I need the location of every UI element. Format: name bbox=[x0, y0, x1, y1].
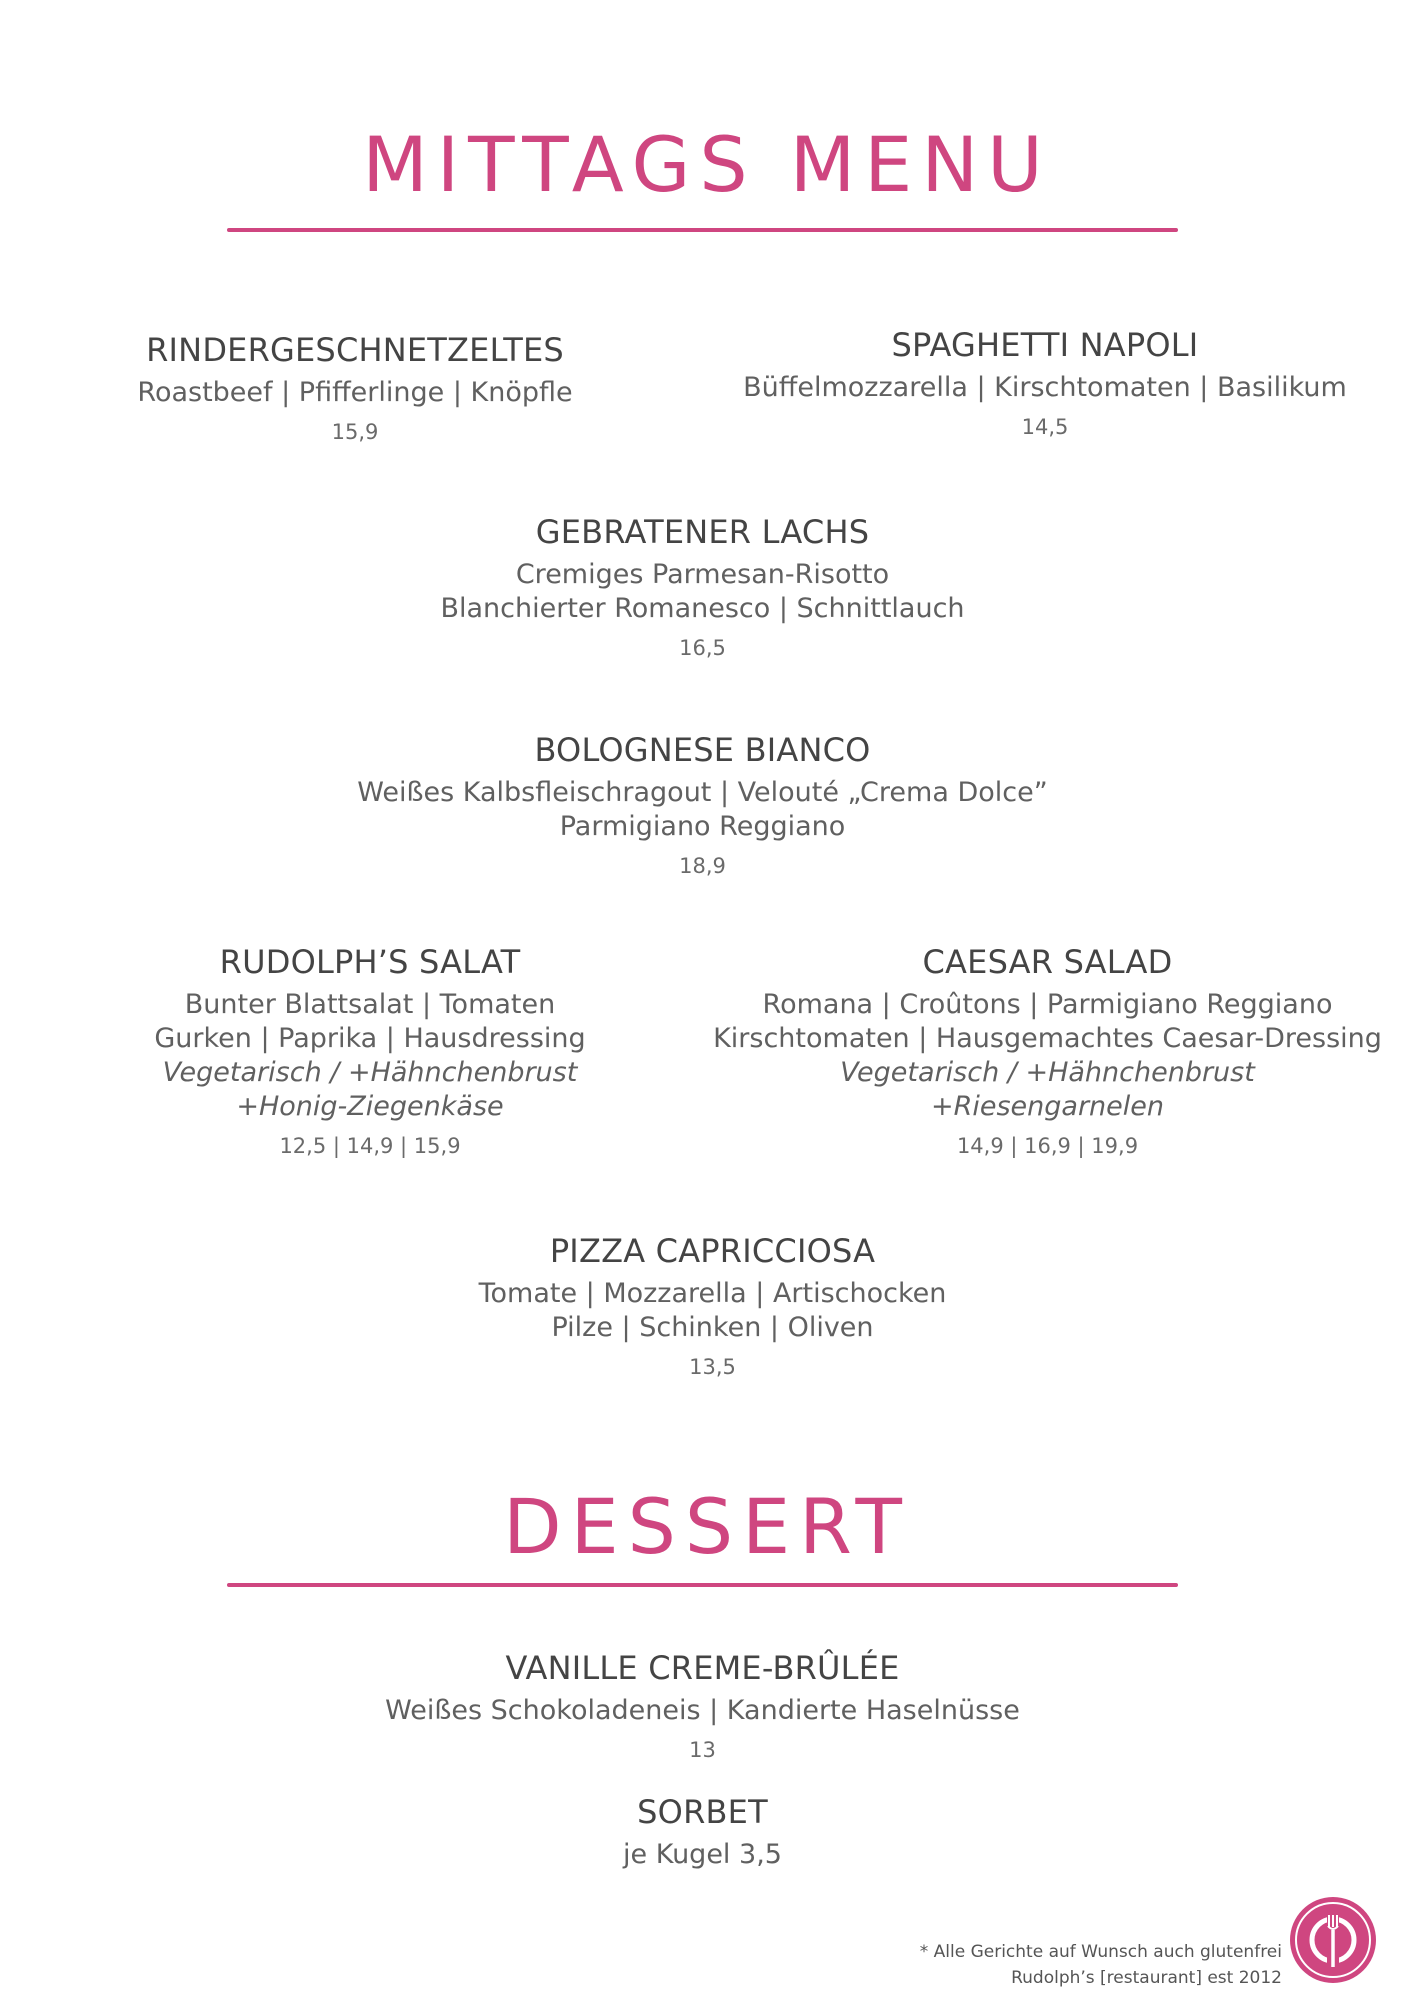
dish-name: CAESAR SALAD bbox=[922, 943, 1173, 981]
dish-description-line-2: Pilze | Schinken | Oliven bbox=[551, 1312, 874, 1343]
dish-name: GEBRATENER LACHS bbox=[535, 513, 870, 551]
lunch-title-divider bbox=[227, 228, 1178, 232]
dish-option-line-2: +Riesengarnelen bbox=[930, 1091, 1165, 1122]
dish-description-line-1: Bunter Blattsalat | Tomaten bbox=[184, 989, 556, 1020]
dish-price: 18,9 bbox=[679, 854, 726, 878]
dish-option-line-2: +Honig-Ziegenkäse bbox=[236, 1091, 504, 1122]
dish-description: je Kugel 3,5 bbox=[623, 1839, 782, 1870]
dish-price: 14,5 bbox=[1021, 415, 1069, 439]
dish-price: 15,9 bbox=[331, 420, 379, 444]
dish-caesar-salad bbox=[690, 942, 1405, 1160]
dish-name: SORBET bbox=[637, 1793, 768, 1831]
dish-bolognese-bianco bbox=[300, 730, 1105, 880]
dish-sorbet bbox=[300, 1792, 1105, 1872]
dish-description-line-1: Romana | Croûtons | Parmigiano Reggiano bbox=[762, 989, 1333, 1020]
dish-description: Büffelmozzarella | Kirschtomaten | Basilikum bbox=[743, 372, 1347, 403]
dish-option-line-1: Vegetarisch / +Hähnchenbrust bbox=[162, 1057, 578, 1088]
dish-price: 16,5 bbox=[679, 636, 726, 660]
dish-description-line-2: Kirschtomaten | Hausgemachtes Caesar-Dressing bbox=[713, 1023, 1382, 1054]
dish-description: Roastbeef | Pfifferlinge | Knöpfle bbox=[137, 377, 573, 408]
dish-description-line-1: Tomate | Mozzarella | Artischocken bbox=[478, 1278, 947, 1309]
fork-knife-plate-icon bbox=[1288, 1895, 1378, 1985]
dish-description-line-2: Gurken | Paprika | Hausdressing bbox=[154, 1023, 586, 1054]
dish-description-line-2: Blanchierter Romanesco | Schnittlauch bbox=[440, 593, 965, 624]
dessert-title: DESSERT bbox=[503, 1482, 911, 1571]
dish-description-line-2: Parmigiano Reggiano bbox=[559, 811, 846, 842]
dish-price: 13 bbox=[689, 1738, 716, 1762]
lunch-menu-title: MITTAGS MENU bbox=[362, 120, 1052, 209]
dish-name: BOLOGNESE BIANCO bbox=[534, 731, 871, 769]
dish-price: 13,5 bbox=[689, 1355, 736, 1379]
dish-price: 14,9 | 16,9 | 19,9 bbox=[956, 1134, 1139, 1158]
dish-rindergeschnetzeltes bbox=[100, 330, 610, 446]
dish-price: 12,5 | 14,9 | 15,9 bbox=[279, 1134, 461, 1158]
dish-description-line-1: Cremiges Parmesan-Risotto bbox=[515, 559, 890, 590]
dish-spaghetti-napoli bbox=[700, 325, 1390, 441]
dish-rudolphs-salat bbox=[110, 942, 630, 1160]
dessert-title-divider bbox=[227, 1583, 1178, 1587]
dish-name: PIZZA CAPRICCIOSA bbox=[549, 1232, 876, 1270]
dish-description-line-1: Weißes Kalbsfleischragout | Velouté „Crema Dolce” bbox=[357, 777, 1048, 808]
brand-line: Rudolph’s [restaurant] est 2012 bbox=[1011, 1968, 1282, 1988]
dish-vanille-creme-brulee bbox=[300, 1648, 1105, 1764]
dish-pizza-capricciosa bbox=[310, 1231, 1115, 1381]
dish-gebratener-lachs bbox=[300, 512, 1105, 662]
footer bbox=[920, 1939, 1282, 1991]
dish-option-line-1: Vegetarisch / +Hähnchenbrust bbox=[840, 1057, 1255, 1088]
dish-name: RUDOLPH’S SALAT bbox=[219, 943, 521, 981]
dish-name: SPAGHETTI NAPOLI bbox=[891, 326, 1199, 364]
dish-description: Weißes Schokoladeneis | Kandierte Haselnüsse bbox=[385, 1695, 1020, 1726]
dish-name: VANILLE CREME-BRÛLÉE bbox=[505, 1649, 900, 1687]
dish-name: RINDERGESCHNETZELTES bbox=[146, 331, 564, 369]
gluten-free-note: * Alle Gerichte auf Wunsch auch glutenfrei bbox=[919, 1942, 1282, 1962]
